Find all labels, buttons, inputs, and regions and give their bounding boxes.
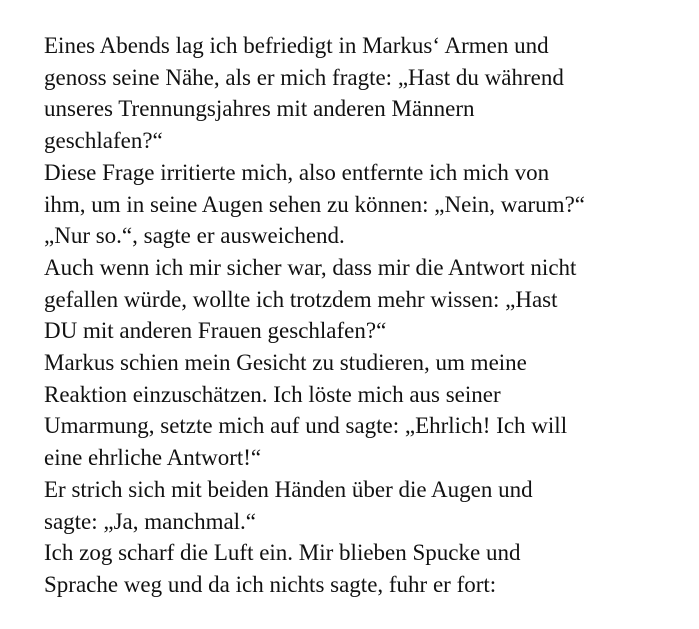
text-line: geschlafen?“ — [44, 128, 163, 154]
text-line: Ich zog scharf die Luft ein. Mir blieben Spucke und — [44, 540, 521, 566]
text-line: genoss seine Nähe, als er mich fragte: „Hast du während — [44, 64, 564, 90]
text-line: Markus schien mein Gesicht zu studieren, um meine — [44, 350, 527, 376]
text-line: Diese Frage irritierte mich, also entfernte ich mich von — [44, 159, 550, 185]
story-text — [44, 30, 664, 601]
text-line: ihm, um in seine Augen sehen zu können: „Nein, warum?“ — [44, 191, 585, 217]
text-line: sagte: „Ja, manchmal.“ — [44, 508, 257, 534]
text-line: Sprache weg und da ich nichts sagte, fuhr er fort: — [44, 571, 497, 597]
text-line: eine ehrliche Antwort!“ — [44, 445, 262, 471]
text-line: „Nur so.“, sagte er ausweichend. — [44, 223, 345, 249]
text-line: gefallen würde, wollte ich trotzdem mehr wissen: „Hast — [44, 286, 558, 312]
text-line: Auch wenn ich mir sicher war, dass mir die Antwort nicht — [44, 254, 577, 280]
text-line: DU mit anderen Frauen geschlafen?“ — [44, 318, 387, 344]
text-line: Reaktion einzuschätzen. Ich löste mich aus seiner — [44, 381, 501, 407]
text-line: unseres Trennungsjahres mit anderen Männern — [44, 96, 475, 122]
text-line: Er strich sich mit beiden Händen über die Augen und — [44, 476, 533, 502]
text-line: Eines Abends lag ich befriedigt in Markus‘ Armen und — [44, 33, 549, 58]
text-line: Umarmung, setzte mich auf und sagte: „Ehrlich! Ich will — [44, 413, 568, 439]
